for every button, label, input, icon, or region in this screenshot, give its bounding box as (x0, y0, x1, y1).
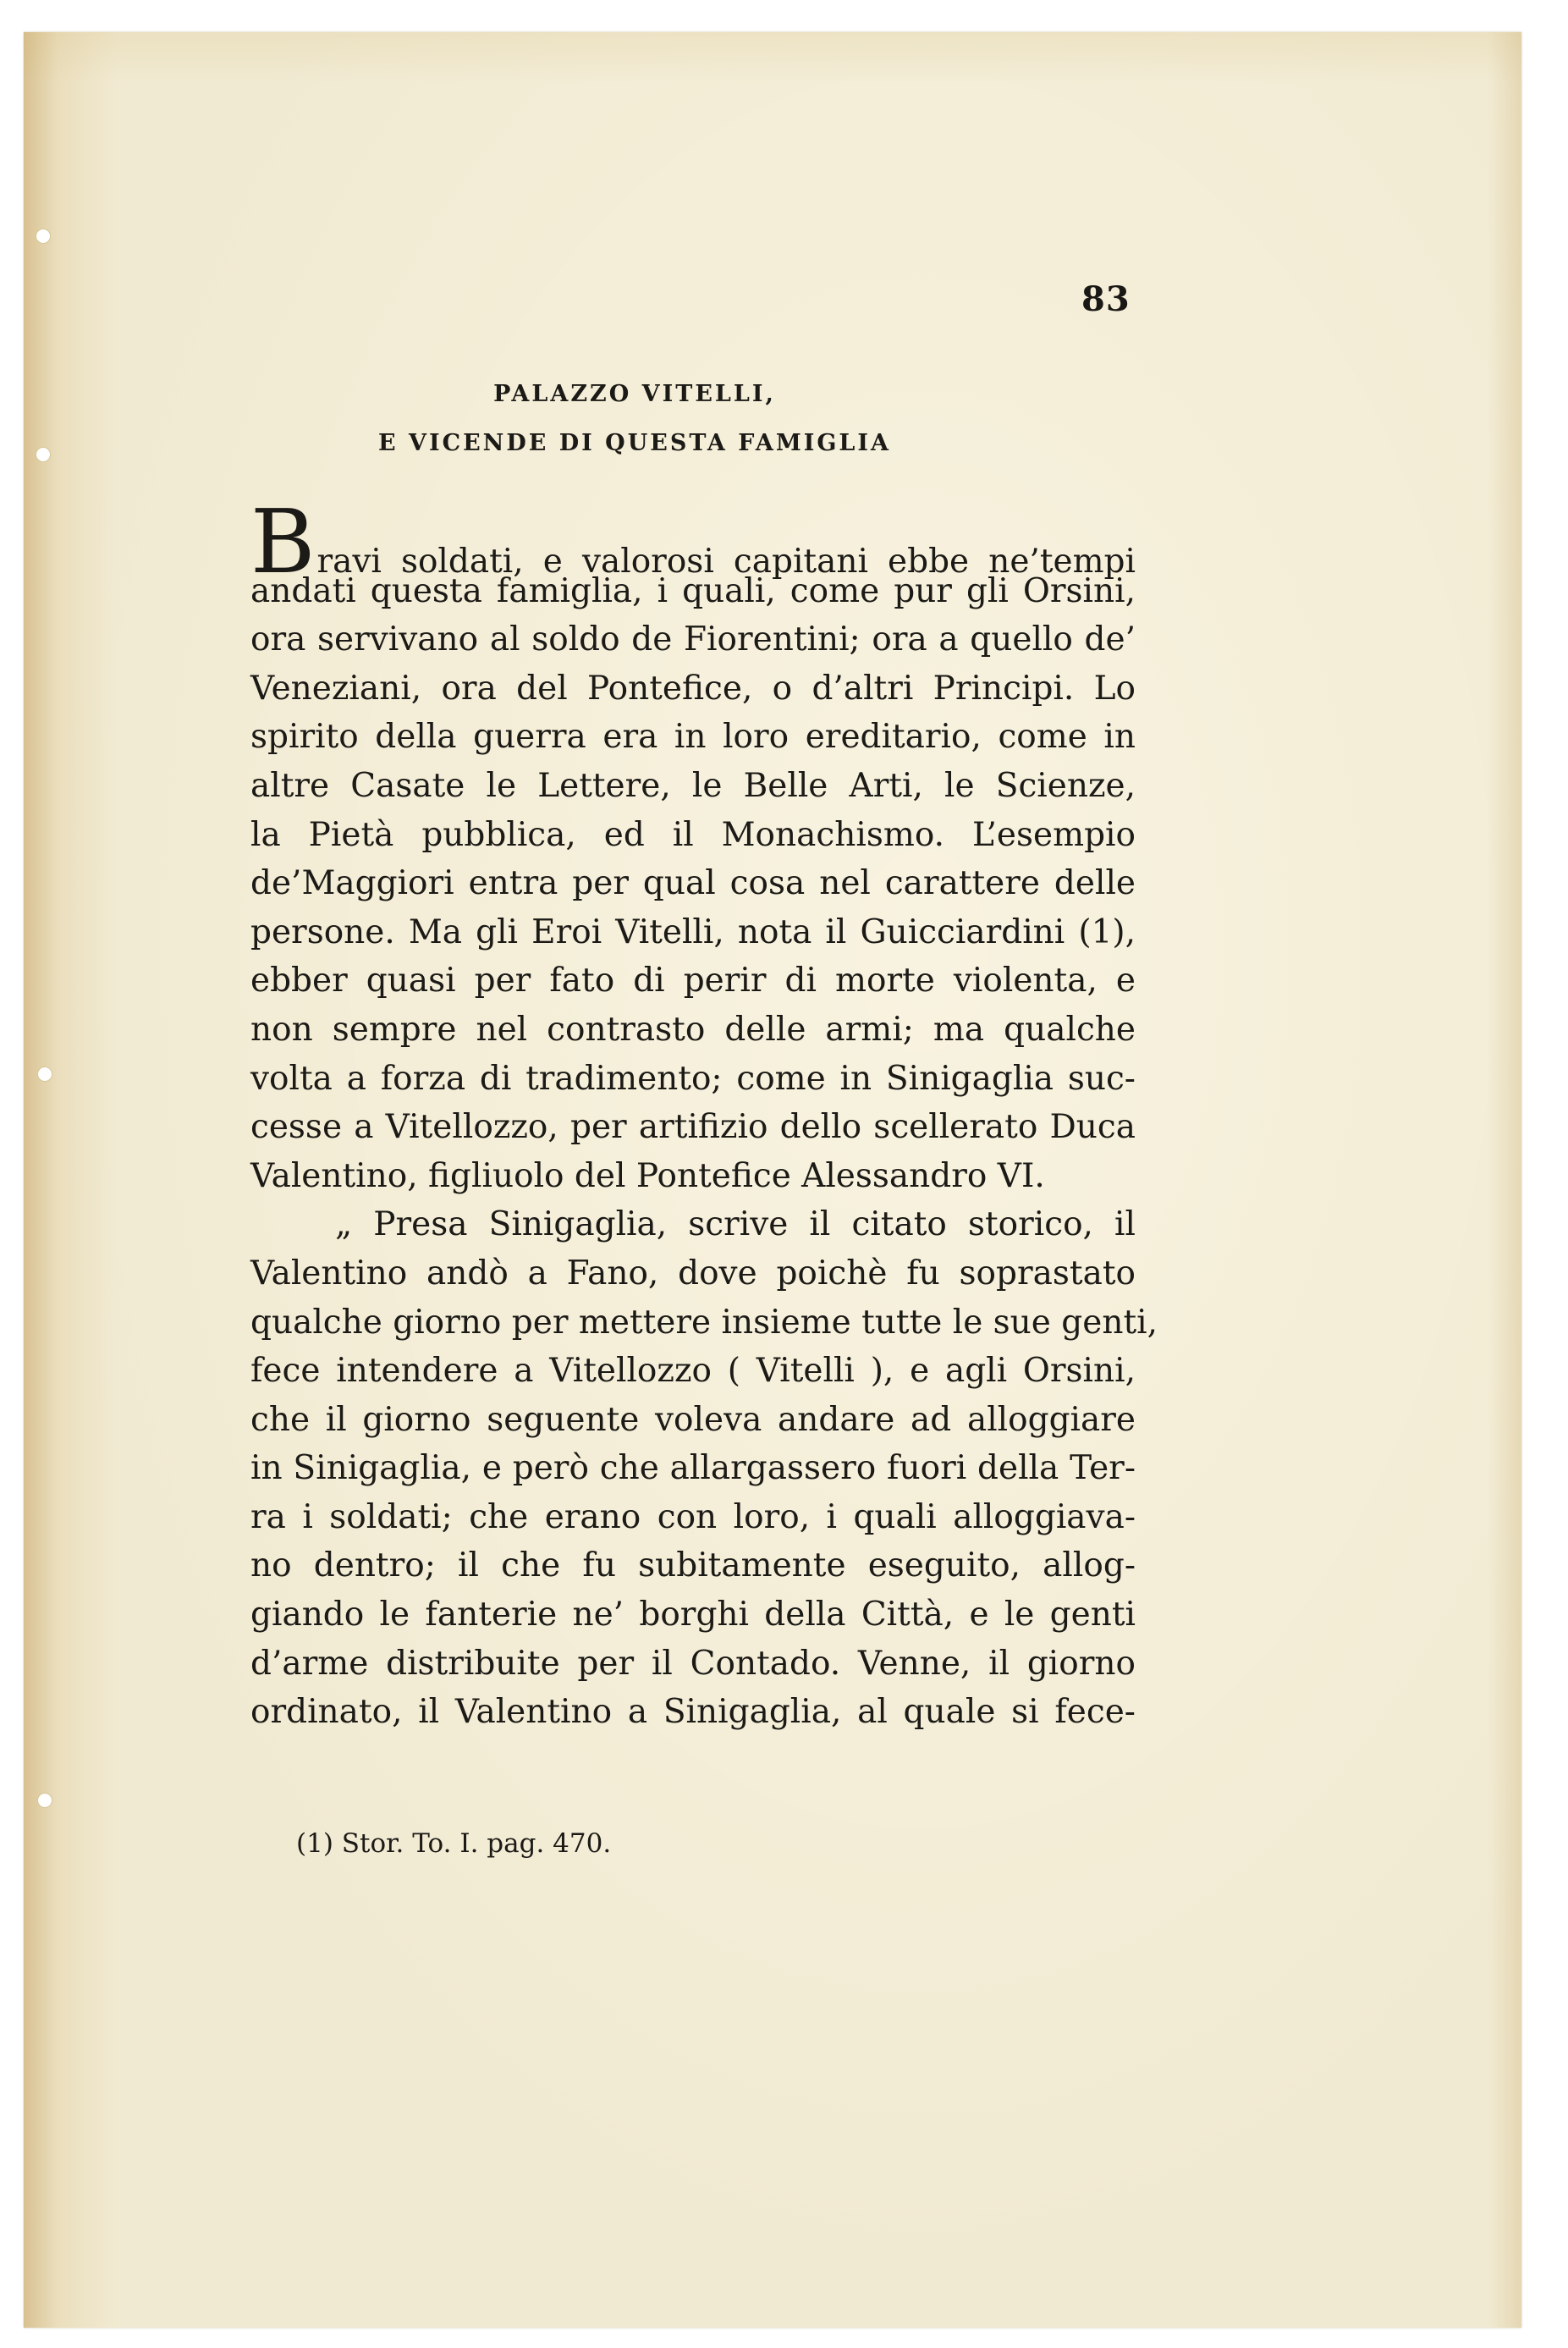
text-line: ra i soldati; che erano con loro, i quali alloggiava- (250, 1497, 1136, 1536)
binding-hole (37, 1067, 52, 1082)
text-line: in Sinigaglia, e però che allargassero fuori della Ter- (250, 1449, 1136, 1488)
text-line: Bravi soldati, e valorosi capitani ebbe ne’tempi (250, 490, 1136, 593)
binding-hole (36, 229, 51, 244)
text-line: non sempre nel contrasto delle armi; ma qualche (250, 1010, 1136, 1049)
text-line: ebber quasi per fato di perir di morte violenta, e (250, 962, 1136, 1000)
text-line: d’arme distribuite per il Contado. Venne, il giorno (250, 1644, 1136, 1683)
text-line: Veneziani, ora del Pontefice, o d’altri Principi. Lo (250, 669, 1136, 708)
text-line: „ Presa Sinigaglia, scrive il citato storico, il (335, 1205, 1136, 1244)
text-line: la Pietà pubblica, ed il Monachismo. L’esempio (250, 815, 1136, 854)
body-text (250, 490, 1158, 1737)
binding-hole (37, 1793, 52, 1808)
text-line: altre Casate le Lettere, le Belle Arti, le Scienze, (250, 766, 1136, 805)
text-line: Valentino, figliuolo del Pontefice Alessandro VI. (250, 1156, 1045, 1195)
chapter-title: PALAZZO VITELLI, (493, 381, 776, 407)
text-line: volta a forza di tradimento; come in Sinigaglia suc- (250, 1059, 1136, 1098)
page-number: 83 (1081, 279, 1131, 319)
chapter-subtitle: E VICENDE DI QUESTA FAMIGLIA (378, 430, 891, 456)
text-line: fece intendere a Vitellozzo ( Vitelli ), e agli Orsini, (250, 1352, 1136, 1391)
text-line: che il giorno seguente voleva andare ad alloggiare (250, 1400, 1136, 1439)
text-line: spirito della guerra era in loro ereditario, come in (250, 718, 1136, 757)
footnote: (1) Stor. To. I. pag. 470. (296, 1828, 612, 1859)
drop-cap: B (250, 490, 316, 593)
text-line: ordinato, il Valentino a Sinigaglia, al quale si fece- (250, 1693, 1136, 1732)
text-line: no dentro; il che fu subitamente eseguito, allog- (250, 1546, 1136, 1585)
text-line: Valentino andò a Fano, dove poichè fu soprastato (250, 1254, 1136, 1293)
text-line: de’Maggiori entra per qual cosa nel carattere delle (250, 864, 1136, 903)
text-line: andati questa famiglia, i quali, come pur gli Orsini, (250, 571, 1136, 610)
text-line: cesse a Vitellozzo, per artifizio dello scellerato Duca (250, 1108, 1136, 1147)
text-line: qualche giorno per mettere insieme tutte le sue genti, (250, 1303, 1158, 1342)
text-line: giando le fanterie ne’ borghi della Città, e le genti (250, 1596, 1136, 1634)
binding-hole (36, 447, 51, 462)
text-line: persone. Ma gli Eroi Vitelli, nota il Guicciardini (1), (250, 912, 1136, 951)
text-line: ora servivano al soldo de Fiorentini; ora a quello de’ (250, 620, 1136, 659)
